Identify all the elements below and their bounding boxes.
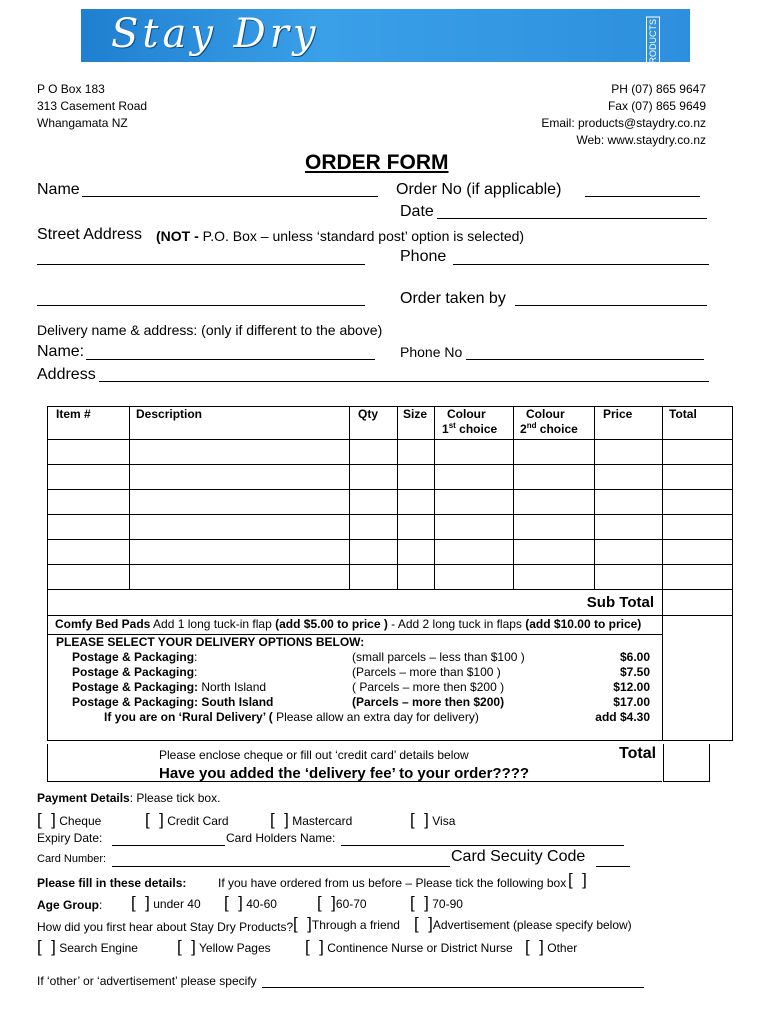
age-under40-option[interactable]: [ ] under 40 xyxy=(131,893,201,912)
age-70-90-label: 70-90 xyxy=(432,897,463,911)
header-colour1-choice: 1st choice xyxy=(442,421,498,436)
comfy-text2: - Add 2 long tuck in flaps xyxy=(391,617,522,631)
ordered-before-checkbox[interactable]: [ ] xyxy=(568,870,587,889)
order-no-field[interactable] xyxy=(585,196,700,197)
header-colour1: Colour xyxy=(447,407,486,421)
delivery-name-field[interactable] xyxy=(86,359,375,360)
rural-text: Please allow an extra day for delivery) xyxy=(276,710,479,724)
order-taken-field[interactable] xyxy=(515,305,707,306)
order-no-label: Order No (if applicable) xyxy=(396,181,562,198)
heard-advertisement-label: Advertisement (please specify below) xyxy=(432,918,632,932)
street-address-label: Street Address xyxy=(37,226,142,243)
delivery-options-heading: PLEASE SELECT YOUR DELIVERY OPTIONS BELOW: xyxy=(56,635,365,649)
col-qty xyxy=(350,407,398,440)
ordered-before-text: If you have ordered from us before – Please tick the following box xyxy=(218,876,567,890)
heard-search-label: Search Engine xyxy=(59,941,138,955)
postage-3-desc: ( Parcels – more then $200 ) xyxy=(352,680,505,694)
table-row[interactable] xyxy=(48,515,733,540)
contact-email: Email: products@staydry.co.nz xyxy=(541,116,706,130)
heard-search-option[interactable]: [ ] Search Engine xyxy=(37,937,138,956)
age-under40-label: under 40 xyxy=(153,897,201,911)
contact-phone: PH (07) 865 9647 xyxy=(611,82,706,96)
delivery-address-heading: Delivery name & address: (only if different to the above) xyxy=(37,322,383,338)
header-colour2-choice: 2nd choice xyxy=(520,421,578,436)
logo-title: Stay Dry xyxy=(111,11,320,57)
postage-3-price: $12.00 xyxy=(613,680,650,694)
table-row[interactable] xyxy=(48,465,733,490)
delivery-phone-field[interactable] xyxy=(466,359,704,360)
heard-yellow-pages-label: Yellow Pages xyxy=(199,941,271,955)
table-header-row xyxy=(48,407,733,440)
age-40-60-option[interactable]: [ ] 40-60 xyxy=(224,893,277,912)
postage-1-desc: (small parcels – less than $100 ) xyxy=(352,650,525,664)
postage-4-label: Postage & Packaging: South Island xyxy=(72,695,274,709)
name-label: Name xyxy=(37,181,80,198)
header-description: Description xyxy=(136,407,203,421)
comfy-bed-pads-line xyxy=(55,617,641,631)
subtotal-row xyxy=(48,590,733,616)
delivery-address-field[interactable] xyxy=(99,381,709,382)
security-code-field[interactable] xyxy=(596,866,630,867)
col-price xyxy=(595,407,663,440)
contact-web: Web: www.staydry.co.nz xyxy=(576,133,706,147)
address-line3: Whangamata NZ xyxy=(37,116,128,130)
date-label: Date xyxy=(400,203,434,220)
payment-tick-text: : Please tick box xyxy=(129,791,218,805)
phone-field[interactable] xyxy=(453,264,709,265)
age-70-90-option[interactable]: [ ] 70-90 xyxy=(410,893,463,912)
logo-side-text: PRODUCTS xyxy=(648,19,658,70)
payment-visa-option[interactable]: [ ] Visa xyxy=(410,810,456,829)
postage-2-label: Postage & Packaging: xyxy=(72,665,198,679)
header-qty: Qty xyxy=(358,407,379,421)
table-row[interactable] xyxy=(48,540,733,565)
payment-mastercard-option[interactable]: [ ] Mastercard xyxy=(270,810,353,829)
subtotal-label: Sub Total xyxy=(586,594,654,611)
delivery-address-label: Address xyxy=(37,366,96,383)
payment-credit-card-option[interactable]: [ ] Credit Card xyxy=(145,810,229,829)
postage-4-desc: (Parcels – more then $200) xyxy=(352,695,505,709)
payment-cheque-option[interactable]: [ ] Cheque xyxy=(37,810,102,829)
order-items-table xyxy=(47,406,733,741)
comfy-price1: (add $5.00 to price ) xyxy=(275,617,388,631)
comfy-price2: (add $10.00 to price) xyxy=(525,617,642,631)
comfy-bold: Comfy Bed Pads xyxy=(55,617,151,631)
expiry-date-label: Expiry Date: xyxy=(37,831,103,845)
please-fill-label: Please fill in these details: xyxy=(37,876,187,890)
col-description xyxy=(130,407,350,440)
card-holder-field[interactable] xyxy=(341,845,624,846)
card-holder-label: Card Holders Name: xyxy=(226,831,336,845)
heard-yellow-pages-option[interactable]: [ ] Yellow Pages xyxy=(177,937,271,956)
card-number-label: Card Number: xyxy=(37,853,107,865)
heard-friend-label: Through a friend xyxy=(311,918,400,932)
postage-3-label: Postage & Packaging: North Island xyxy=(72,680,267,694)
header-item: Item # xyxy=(56,407,91,421)
name-field[interactable] xyxy=(82,196,378,197)
rural-delivery-line xyxy=(104,710,479,724)
col-size xyxy=(398,407,435,440)
specify-field[interactable] xyxy=(262,987,644,988)
postage-2-price: $7.50 xyxy=(619,665,650,679)
how-heard-label: How did you first hear about Stay Dry Products? xyxy=(37,920,294,934)
enclose-cheque-text: Please enclose cheque or fill out ‘credit card’ details below xyxy=(159,748,469,762)
heard-other-label: Other xyxy=(547,941,578,955)
specify-label: If ‘other’ or ‘advertisement’ please specify xyxy=(37,974,257,988)
col-item xyxy=(48,407,130,440)
street-note-bold: (NOT - xyxy=(156,228,199,244)
payment-label: Payment Details xyxy=(37,791,130,805)
total-label: Total xyxy=(619,745,657,762)
form-title: ORDER FORM xyxy=(305,151,449,174)
postage-4-price: $17.00 xyxy=(613,695,650,709)
street-address-note xyxy=(156,228,524,244)
mastercard-label: Mastercard xyxy=(292,814,353,828)
table-row[interactable] xyxy=(48,440,733,465)
subtotal-label-cell xyxy=(48,590,663,616)
col-colour1 xyxy=(435,407,514,440)
cheque-label: Cheque xyxy=(59,814,102,828)
subtotal-value[interactable] xyxy=(663,590,733,616)
payment-details-line: Payment Details: Please tick box. xyxy=(37,791,221,805)
delivery-options-row xyxy=(48,616,733,741)
credit-card-label: Credit Card xyxy=(167,814,229,828)
postage-1-price: $6.00 xyxy=(619,650,650,664)
delivery-phone-label: Phone No xyxy=(400,344,463,360)
age-group-label: Age Group: xyxy=(37,898,103,912)
delivery-total-cell[interactable] xyxy=(663,616,733,741)
heard-advertisement-option[interactable]: [ ]Advertisement (please specify below) xyxy=(414,914,632,933)
expiry-date-field[interactable] xyxy=(112,845,225,846)
age-60-70-label: 60-70 xyxy=(335,897,367,911)
header-size: Size xyxy=(403,407,428,421)
heard-other-option[interactable]: [ ] Other xyxy=(525,937,578,956)
stay-dry-logo-banner xyxy=(81,9,690,70)
card-number-field[interactable] xyxy=(112,866,450,867)
delivery-fee-question: Have you added the ‘delivery fee’ to your order???? xyxy=(159,765,530,782)
postage-1-label: Postage & Packaging: xyxy=(72,650,198,664)
street-address-field-2[interactable] xyxy=(37,305,365,306)
visa-label: Visa xyxy=(432,814,456,828)
address-line1: P O Box 183 xyxy=(37,82,105,96)
security-code-label: Card Secuity Code xyxy=(451,848,586,865)
address-line2: 313 Casement Road xyxy=(37,99,148,113)
heard-nurse-option[interactable]: [ ] Continence Nurse or District Nurse xyxy=(305,937,513,956)
header-total: Total xyxy=(669,407,697,421)
delivery-options-cell xyxy=(48,616,663,741)
rural-price: add $4.30 xyxy=(595,710,650,724)
header-price: Price xyxy=(603,407,633,421)
table-row[interactable] xyxy=(48,565,733,590)
heard-nurse-label: Continence Nurse or District Nurse xyxy=(327,941,513,955)
street-note-text: P.O. Box – unless ‘standard post’ option is selected) xyxy=(202,228,525,244)
heard-friend-option[interactable]: [ ]Through a friend xyxy=(293,914,400,933)
order-taken-label: Order taken by xyxy=(400,290,506,307)
postage-2-desc: (Parcels – more than $100 ) xyxy=(352,665,501,679)
age-40-60-label: 40-60 xyxy=(246,897,277,911)
age-60-70-option[interactable]: [ ]60-70 xyxy=(317,893,367,912)
comfy-text1: Add 1 long tuck-in flap xyxy=(153,617,272,631)
table-row[interactable] xyxy=(48,490,733,515)
header-colour2: Colour xyxy=(526,407,565,421)
rural-bold: If you are on ‘Rural Delivery’ ( xyxy=(104,710,273,724)
col-total xyxy=(663,407,733,440)
delivery-name-label: Name: xyxy=(37,343,85,360)
contact-fax: Fax (07) 865 9649 xyxy=(607,99,706,113)
date-field[interactable] xyxy=(437,218,707,219)
grand-total-value[interactable] xyxy=(663,744,710,782)
col-colour2 xyxy=(514,407,595,440)
phone-label: Phone xyxy=(400,248,447,265)
street-address-field[interactable] xyxy=(37,264,365,265)
